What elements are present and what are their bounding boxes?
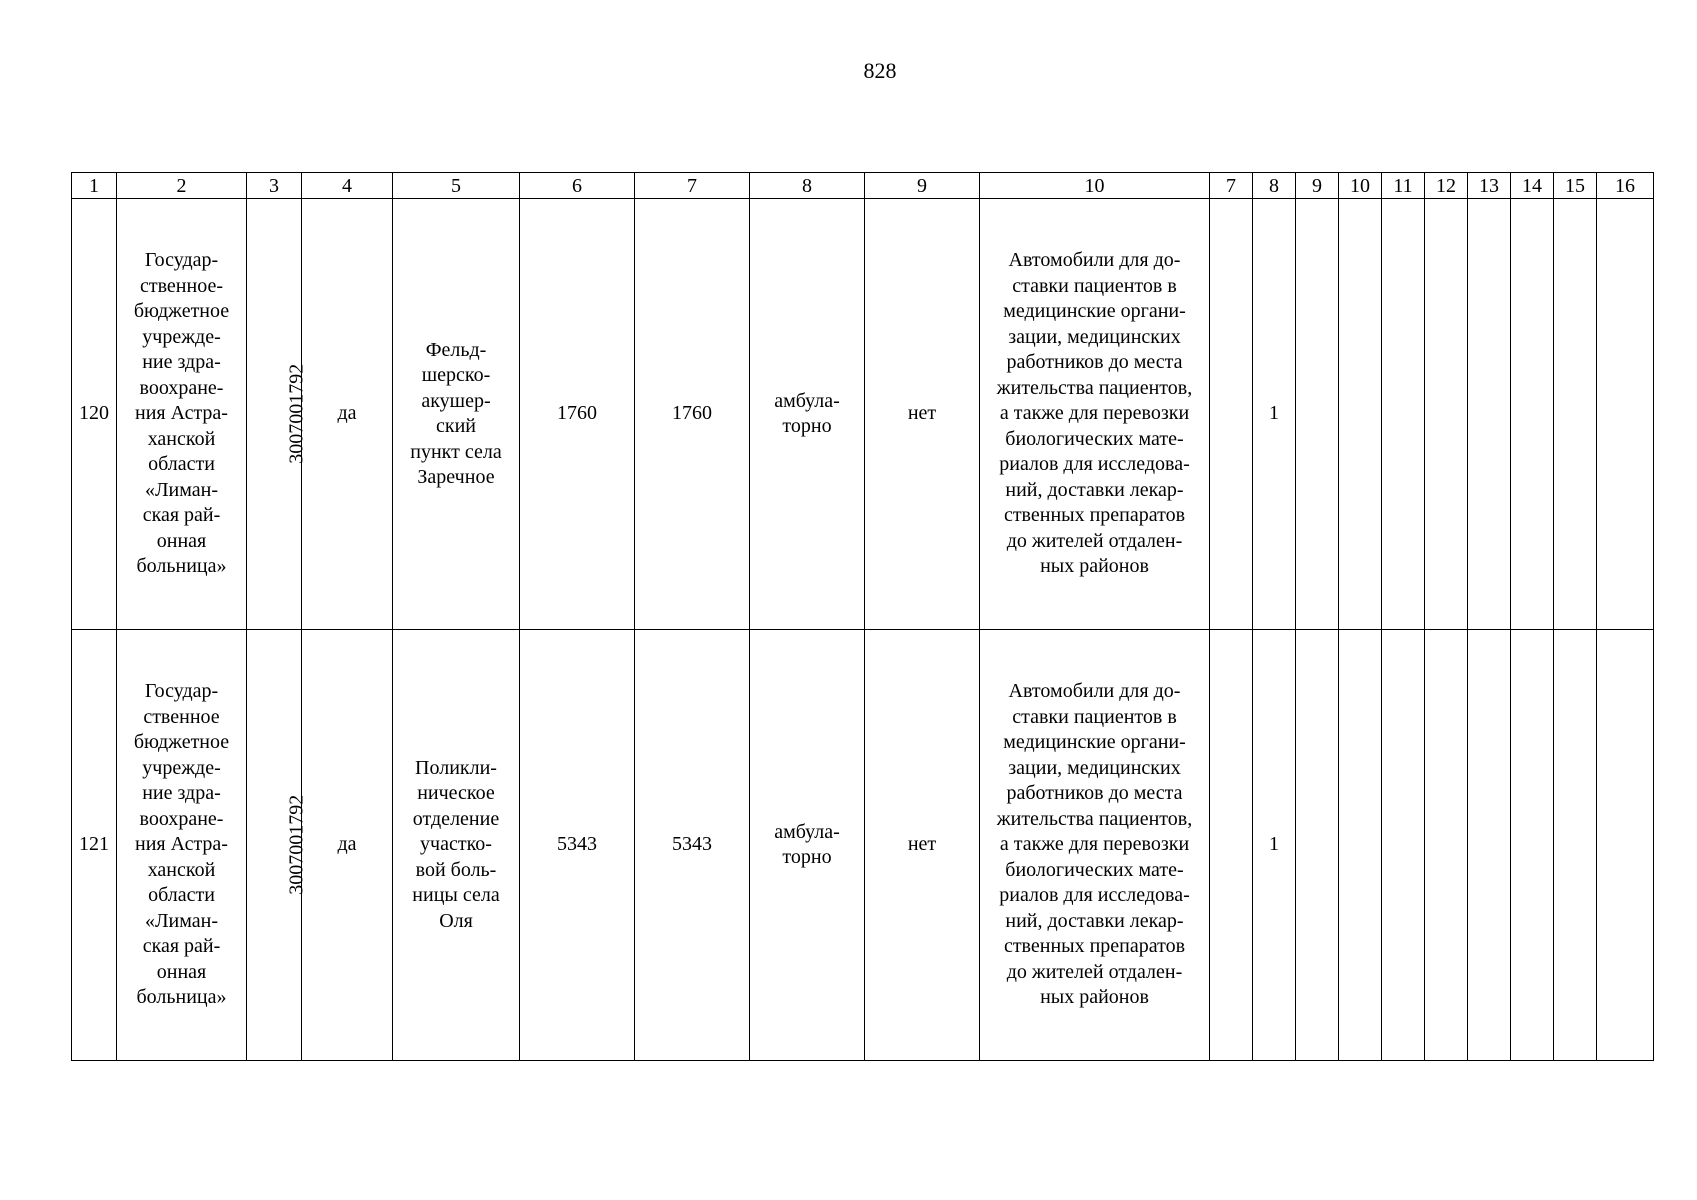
- vehicle-purpose: Автомобили для до- ставки пациентов в медицинские органи- зации, медицинских работников до места жительства пациентов, а также для перевозки биологических мате- риалов для исследова- ний, доставки лекар- ственных препаратов до жителей отдален- ных районов: [996, 680, 1193, 1009]
- value7-cell: 5343: [635, 630, 750, 1061]
- empty-cell: [1511, 630, 1554, 1061]
- empty-cell: [1468, 630, 1511, 1061]
- organization-code: 3007001792: [285, 364, 308, 464]
- empty-cell: [1511, 199, 1554, 630]
- empty-cell: [1554, 630, 1597, 1061]
- empty-cell: [1554, 199, 1597, 630]
- organization-name: Государ- ственное- бюджетное учрежде- ние здра- воохране- ния Астра- ханской области «Лиман- ская рай- онная больница»: [133, 249, 230, 578]
- facility-name: Поликли- ническое отделение участко- вой боль- ницы села Оля: [412, 756, 500, 932]
- column-header: 9: [1296, 173, 1339, 199]
- column-header: 12: [1425, 173, 1468, 199]
- care-mode: амбула- торно: [774, 820, 840, 868]
- column-header: 8: [750, 173, 865, 199]
- row-number: 120: [72, 199, 117, 630]
- column-header: 1: [72, 173, 117, 199]
- column-header: 14: [1511, 173, 1554, 199]
- column-header: 9: [865, 173, 980, 199]
- column-header: 8: [1253, 173, 1296, 199]
- row-number: 121: [72, 630, 117, 1061]
- organization-cell: [117, 199, 247, 630]
- table-row: [72, 199, 1654, 630]
- column-header: 16: [1597, 173, 1654, 199]
- column-header: 11: [1382, 173, 1425, 199]
- empty-cell: [1597, 630, 1654, 1061]
- organization-name: Государ- ственное бюджетное учрежде- ние здра- воохране- ния Астра- ханской области «Лиман- ская рай- онная больница»: [133, 680, 230, 1009]
- column-header: 6: [520, 173, 635, 199]
- column-header: 15: [1554, 173, 1597, 199]
- empty-cell: [1382, 199, 1425, 630]
- column-header: 10: [1339, 173, 1382, 199]
- facility-cell: [393, 199, 520, 630]
- flag-cell: да: [302, 630, 393, 1061]
- value7-cell: 1760: [635, 199, 750, 630]
- facility-name: Фельд- шерско- акушер- ский пункт села Заречное: [410, 338, 502, 488]
- facility-cell: [393, 630, 520, 1061]
- purpose-cell: [980, 630, 1210, 1061]
- value6-cell: 5343: [520, 630, 635, 1061]
- column-header: 2: [117, 173, 247, 199]
- vehicle-purpose: Автомобили для до- ставки пациентов в медицинские органи- зации, медицинских работников до места жительства пациентов, а также для перевозки биологических мате- риалов для исследова- ний, доставки лекар- ственных препаратов до жителей отдален- ных районов: [996, 249, 1193, 578]
- empty-cell: [1597, 199, 1654, 630]
- empty-cell: [1210, 630, 1253, 1061]
- column-header: 5: [393, 173, 520, 199]
- empty-cell: [1339, 199, 1382, 630]
- answer-cell: нет: [865, 199, 980, 630]
- column-header: 7: [635, 173, 750, 199]
- count-cell: 1: [1253, 630, 1296, 1061]
- organization-cell: [117, 630, 247, 1061]
- column-header: 3: [247, 173, 302, 199]
- empty-cell: [1382, 630, 1425, 1061]
- value6-cell: 1760: [520, 199, 635, 630]
- mode-cell: [750, 630, 865, 1061]
- empty-cell: [1468, 199, 1511, 630]
- empty-cell: [1425, 630, 1468, 1061]
- page-number: 828: [863, 58, 897, 83]
- purpose-cell: [980, 199, 1210, 630]
- empty-cell: [1296, 630, 1339, 1061]
- table-row: [72, 630, 1654, 1061]
- count-cell: 1: [1253, 199, 1296, 630]
- empty-cell: [1425, 199, 1468, 630]
- register-table: [71, 172, 1654, 1061]
- mode-cell: [750, 199, 865, 630]
- header-row: [72, 173, 1654, 199]
- empty-cell: [1296, 199, 1339, 630]
- column-header: 4: [302, 173, 393, 199]
- answer-cell: нет: [865, 630, 980, 1061]
- code-cell: [247, 199, 308, 630]
- column-header: 13: [1468, 173, 1511, 199]
- care-mode: амбула- торно: [774, 389, 840, 437]
- column-header: 7: [1210, 173, 1253, 199]
- empty-cell: [1210, 199, 1253, 630]
- flag-cell: да: [302, 199, 393, 630]
- code-cell: [247, 630, 308, 1061]
- empty-cell: [1339, 630, 1382, 1061]
- organization-code: 3007001792: [285, 795, 308, 895]
- column-header: 10: [980, 173, 1210, 199]
